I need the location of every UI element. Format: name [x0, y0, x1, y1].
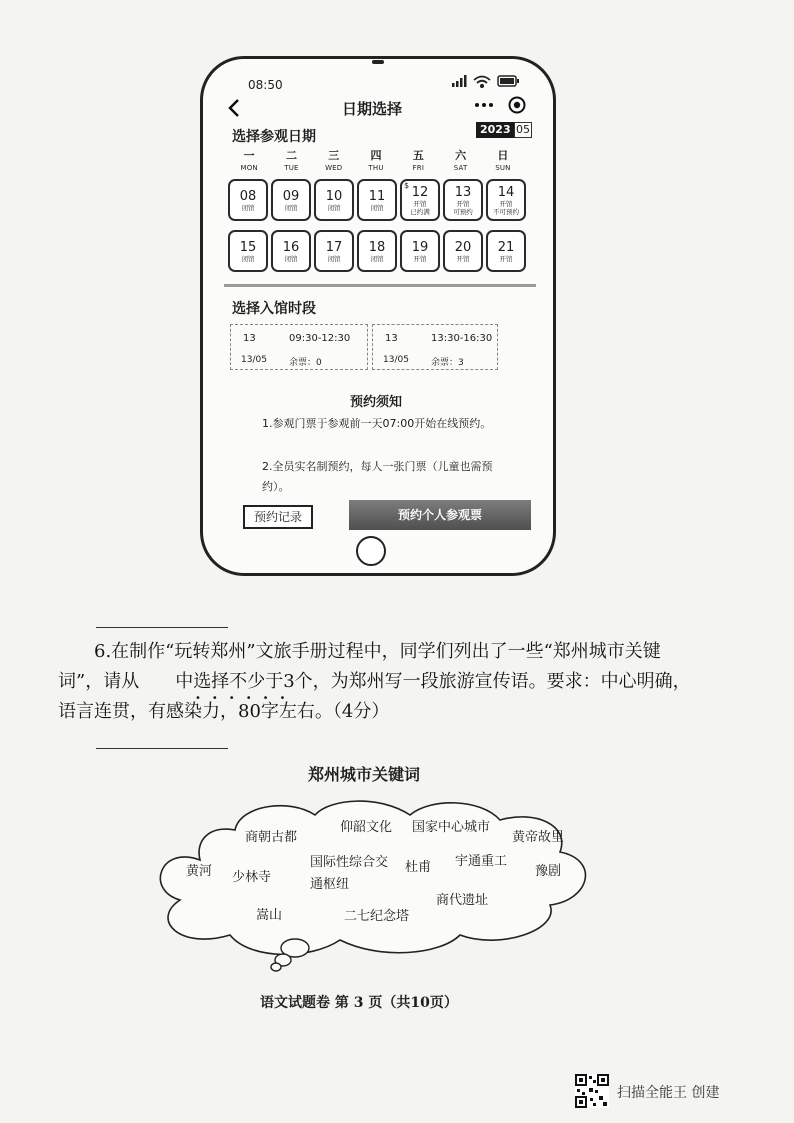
time-slot-option[interactable]	[372, 324, 498, 370]
emphasized-text: 中选择不少于3个	[175, 671, 313, 692]
keyword: 嵩山	[256, 908, 283, 923]
weekday: 二 TUE	[284, 149, 299, 172]
qr-code-icon	[575, 1074, 609, 1108]
page-title: 日期选择	[342, 100, 403, 118]
keyword: 豫剧	[535, 864, 562, 879]
section-divider	[224, 284, 536, 287]
answer-line	[96, 748, 228, 749]
emphasis-dots: ••••••	[195, 693, 297, 704]
keyword: 商代遗址	[436, 893, 489, 908]
keyword: 黄帝故里	[512, 830, 565, 845]
calendar-day[interactable]: 20 开馆	[443, 230, 483, 272]
separator-line	[96, 627, 228, 628]
weekday: 三 WED	[325, 149, 343, 172]
weekday: 六 SAT	[453, 149, 468, 172]
keyword: 仰韶文化	[340, 820, 393, 835]
calendar-day[interactable]: 16 闭馆	[271, 230, 311, 272]
slot-day: 13	[385, 333, 398, 344]
calendar-day[interactable]: 18 闭馆	[357, 230, 397, 272]
keyword: 国际性综合交通枢纽	[310, 855, 389, 892]
status-bar-icons	[452, 74, 520, 88]
keyword: 国家中心城市	[412, 820, 491, 835]
keyword: 宇通重工	[455, 854, 508, 869]
day-flag: $	[404, 181, 410, 190]
slot-date: 13/05	[241, 355, 267, 365]
phone-home-button	[356, 536, 386, 566]
cloud-title: 郑州城市关键词	[308, 765, 421, 784]
slot-remaining: 余票：0	[289, 358, 322, 368]
notice-item: 1.参观门票于参观前一天07:00开始在线预约。	[262, 417, 492, 430]
status-time: 08:50	[248, 78, 283, 92]
keyword: 杜甫	[405, 860, 432, 875]
month-selector[interactable]: 05	[516, 123, 530, 136]
weekday: 日 SUN	[495, 149, 511, 172]
weekday: 五 FRI	[412, 149, 425, 172]
more-icon[interactable]	[474, 101, 494, 109]
slot-day: 13	[243, 333, 256, 344]
question-6	[58, 637, 698, 727]
question-text: ，为郑州写一段旅游宣传语。要求：中心明确，语言连贯，有感染力，80字左右。（4分）	[58, 671, 691, 722]
calendar-day[interactable]: 19 开馆	[400, 230, 440, 272]
scanner-watermark: 扫描全能王 创建	[617, 1085, 720, 1101]
calendar-day[interactable]: 08 闭馆	[228, 179, 268, 221]
signal-icon	[452, 75, 467, 87]
back-arrow-icon[interactable]	[226, 98, 242, 118]
calendar-day[interactable]: 09 闭馆	[271, 179, 311, 221]
select-date-label: 选择参观日期	[232, 129, 316, 145]
slot-remaining: 余票：3	[431, 358, 464, 368]
calendar-day[interactable]: 10 闭馆	[314, 179, 354, 221]
keyword: 黄河	[186, 864, 213, 879]
calendar-day[interactable]: 15 闭馆	[228, 230, 268, 272]
booking-record-button[interactable]: 预约记录	[243, 505, 313, 529]
wifi-icon	[474, 77, 490, 88]
keyword: 少林寺	[232, 870, 272, 885]
calendar-day[interactable]: 11 闭馆	[357, 179, 397, 221]
battery-icon	[498, 76, 519, 86]
notice-title: 预约须知	[350, 395, 403, 410]
keyword: 二七纪念塔	[344, 909, 410, 924]
weekday: 一 MON	[240, 149, 258, 172]
page-footer: 语文试题卷 第 3 页（共10页）	[260, 995, 458, 1011]
book-ticket-button[interactable]: 预约个人参观票	[349, 500, 531, 530]
keyword: 商朝古都	[245, 830, 298, 845]
question-text: 6.在制作“玩转郑州”文旅手册过程中，同学们列出了一些“郑州城市关键词”，请从	[58, 641, 661, 692]
calendar-day[interactable]: 14 开馆 不可预约	[486, 179, 526, 221]
year-selector[interactable]: 2023	[476, 122, 515, 138]
calendar-grid	[228, 179, 528, 272]
slot-time: 09:30-12:30	[289, 333, 351, 344]
phone-notch	[372, 60, 384, 64]
time-slot-title: 选择入馆时段	[232, 301, 316, 317]
weekday-header	[228, 149, 528, 173]
calendar-day[interactable]: 17 闭馆	[314, 230, 354, 272]
calendar-day[interactable]: 13 开馆 可预约	[443, 179, 483, 221]
calendar-day[interactable]: 21 开馆	[486, 230, 526, 272]
weekday: 四 THU	[368, 149, 384, 172]
close-miniprogram-icon[interactable]	[508, 96, 526, 114]
notice-item: 2.全员实名制预约，每人一张门票（儿童也需预约）。	[262, 460, 493, 493]
slot-date: 13/05	[383, 355, 409, 365]
calendar-day[interactable]: $ 12 开馆 已约满	[400, 179, 440, 221]
time-slot-option[interactable]	[230, 324, 368, 370]
slot-time: 13:30-16:30	[431, 333, 493, 344]
